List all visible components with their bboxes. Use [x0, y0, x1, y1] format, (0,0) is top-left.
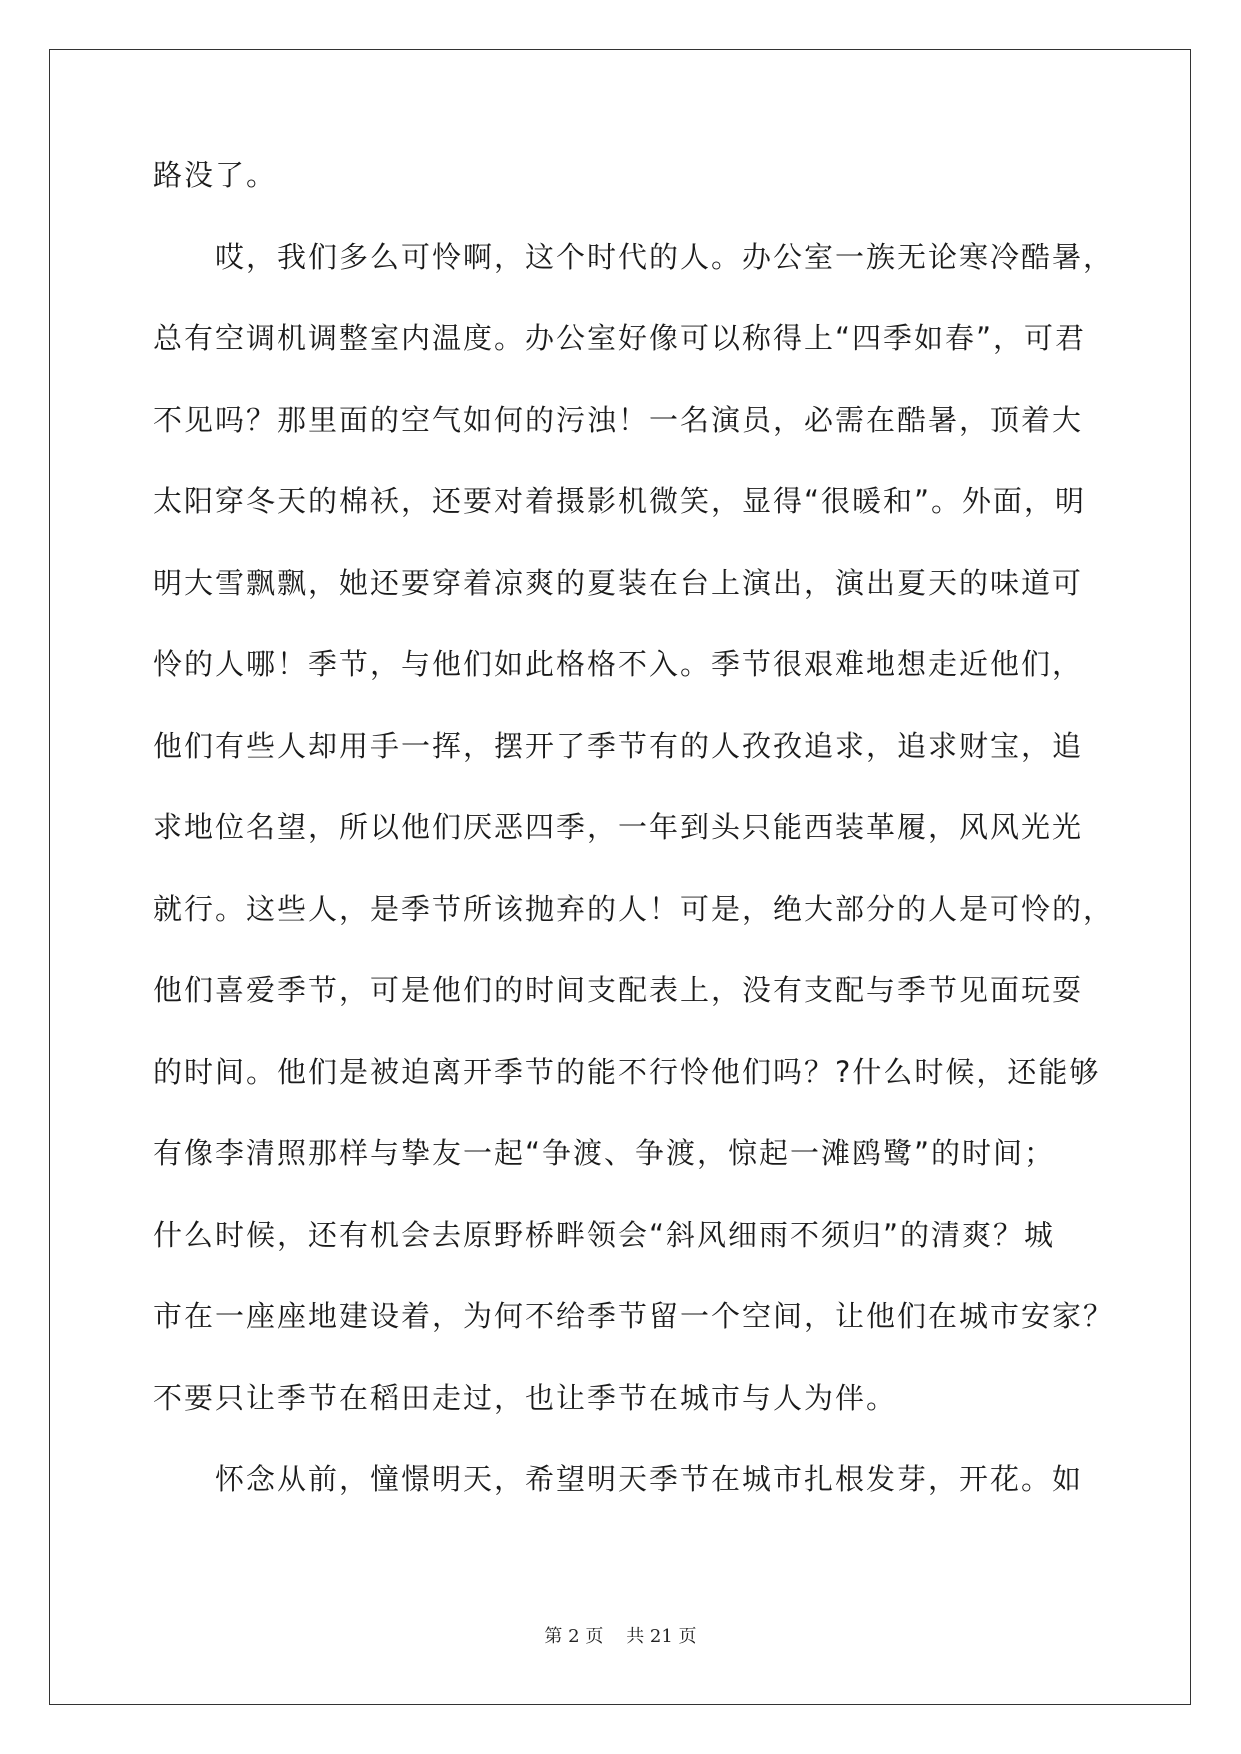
- text-line: 路没了。: [153, 158, 278, 192]
- text-line: 明大雪飘飘，她还要穿着凉爽的夏装在台上演出，演出夏天的味道可: [153, 565, 1084, 600]
- text-line: 有像李清照那样与挚友一起“争渡、争渡，惊起一滩鸥鹭”的时间；: [153, 1136, 1056, 1170]
- body-text: [153, 160, 1113, 1546]
- text-line: 他们有些人却用手一挥，摆开了季节有的人孜孜追求，追求财宝，追: [153, 728, 1084, 763]
- text-line: 总有空调机调整室内温度。办公室好像可以称得上“四季如春”，可君: [153, 321, 1087, 355]
- page-number-footer: 第 2 页 共 21 页: [544, 1626, 697, 1647]
- text-line: 怀念从前，憧憬明天，希望明天季节在城市扎根发芽，开花。如: [215, 1462, 1084, 1496]
- text-line: 不见吗？那里面的空气如何的污浊！一名演员，必需在酷暑，顶着大: [153, 402, 1084, 437]
- text-line: 求地位名望，所以他们厌恶四季，一年到头只能西装革履，风风光光: [153, 810, 1084, 844]
- text-line: 怜的人哪！季节，与他们如此格格不入。季节很艰难地想走近他们，: [153, 647, 1084, 681]
- text-line: 市在一座座地建设着，为何不给季节留一个空间，让他们在城市安家？: [153, 1299, 1115, 1333]
- text-line: 什么时候，还有机会去原野桥畔领会“斜风细雨不须归”的清爽？城: [153, 1217, 1056, 1252]
- text-line: 他们喜爱季节，可是他们的时间支配表上，没有支配与季节见面玩耍: [153, 973, 1084, 1007]
- text-line: 就行。这些人，是季节所该抛弃的人！可是，绝大部分的人是可怜的，: [153, 891, 1115, 926]
- text-line: 太阳穿冬天的棉袄，还要对着摄影机微笑，显得“很暖和”。外面，明: [153, 484, 1087, 518]
- text-line: 哎，我们多么可怜啊，这个时代的人。办公室一族无论寒冷酷暑，: [215, 239, 1115, 274]
- text-line: 的时间。他们是被迫离开季节的能不行怜他们吗？?什么时候，还能够: [153, 1054, 1101, 1089]
- text-line: 不要只让季节在稻田走过，也让季节在城市与人为伴。: [153, 1380, 898, 1415]
